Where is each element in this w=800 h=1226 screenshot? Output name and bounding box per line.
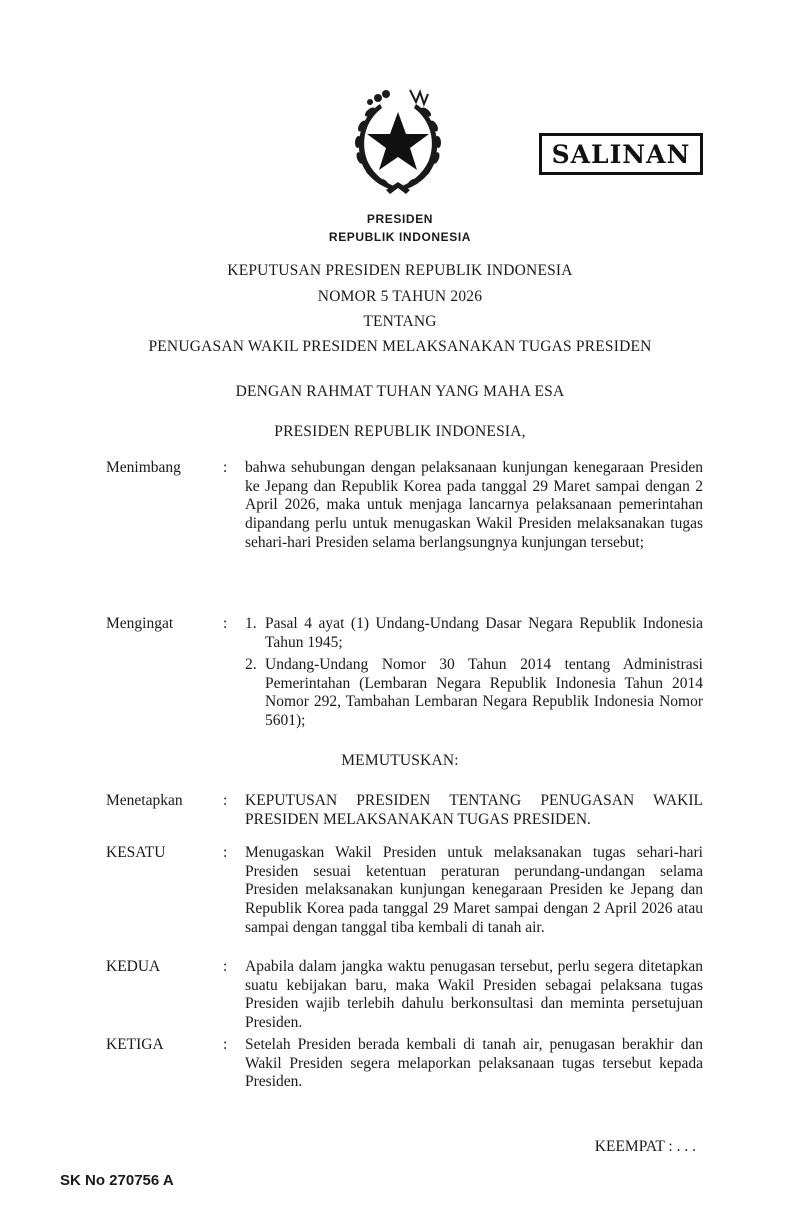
state-emblem-icon <box>340 82 456 198</box>
ketiga-text: Setelah Presiden berada kembali di tanah air, penugasan berakhir dan Wakil Presiden segera melaporkan pelaksanaan tugas tersebut kepada Presiden. <box>245 1036 703 1091</box>
memutuskan-heading: MEMUTUSKAN: <box>341 752 459 769</box>
kedua-colon: : <box>223 958 228 975</box>
mengingat-item-number: 2. <box>245 656 257 673</box>
mengingat-item-number: 1. <box>245 615 257 632</box>
ketiga-label: KETIGA <box>106 1036 164 1053</box>
institution-line-republic: REPUBLIK INDONESIA <box>328 230 472 244</box>
kesatu-label: KESATU <box>106 844 166 861</box>
menimbang-text: bahwa sehubungan dengan pelaksanaan kunjungan kenegaraan Presiden ke Jepang dan Republik Korea pada tanggal 29 Maret sampai dengan 2 April 2026, maka untuk menjaga lancarnya pelaksanaan pemerintahan dipandang perlu untuk menugaskan Wakil Presiden melaksanakan tugas sehari-hari Presiden selama berlangsungnya kunjungan tersebut; <box>245 459 703 551</box>
salinan-stamp <box>539 133 703 175</box>
kesatu-colon: : <box>223 844 228 861</box>
institution-line-president: PRESIDEN <box>366 212 434 226</box>
kesatu-text: Menugaskan Wakil Presiden untuk melaksanakan tugas sehari-hari Presiden sesuai ketentuan peraturan perundang-undangan selama Presiden melaksanakan kunjungan kenegaraan Presiden ke Jepang dan Republik Korea pada tanggal 29 Maret sampai dengan 2 April 2026 atau sampai dengan tanggal tiba kembali di tanah air. <box>245 844 703 936</box>
menetapkan-text: KEPUTUSAN PRESIDEN TENTANG PENUGASAN WAKIL PRESIDEN MELAKSANAKAN TUGAS PRESIDEN. <box>245 792 703 828</box>
decree-title: KEPUTUSAN PRESIDEN REPUBLIK INDONESIA <box>227 262 573 279</box>
invocation: DENGAN RAHMAT TUHAN YANG MAHA ESA <box>235 383 565 400</box>
next-page-marker: KEEMPAT : . . . <box>594 1138 696 1155</box>
menetapkan-colon: : <box>223 792 228 809</box>
menetapkan-label: Menetapkan <box>106 792 183 809</box>
decree-subject: PENUGASAN WAKIL PRESIDEN MELAKSANAKAN TUGAS PRESIDEN <box>148 338 652 355</box>
decree-number: NOMOR 5 TAHUN 2026 <box>317 288 483 305</box>
kedua-label: KEDUA <box>106 958 161 975</box>
menimbang-label: Menimbang <box>106 459 181 476</box>
issuer: PRESIDEN REPUBLIK INDONESIA, <box>274 423 526 440</box>
ketiga-colon: : <box>223 1036 228 1053</box>
mengingat-label: Mengingat <box>106 615 174 632</box>
serial-number: SK No 270756 A <box>60 1172 174 1189</box>
mengingat-item-text: Undang-Undang Nomor 30 Tahun 2014 tentang Administrasi Pemerintahan (Lembaran Negara Republik Indonesia Tahun 2014 Nomor 292, Tambahan Lembaran Negara Republik Indonesia Nomor 5601); <box>265 656 703 730</box>
kedua-text: Apabila dalam jangka waktu penugasan tersebut, perlu segera ditetapkan suatu kebijakan baru, maka Wakil Presiden sebagai pelaksana tugas Presiden wajib terlebih dahulu berkonsultasi dan meminta persetujuan Presiden. <box>245 958 703 1032</box>
stamp-text: SALINAN <box>551 139 691 169</box>
mengingat-colon: : <box>223 615 228 632</box>
decree-tentang: TENTANG <box>363 313 437 330</box>
menimbang-colon: : <box>223 459 228 476</box>
mengingat-item-text: Pasal 4 ayat (1) Undang-Undang Dasar Negara Republik Indonesia Tahun 1945; <box>265 615 703 651</box>
